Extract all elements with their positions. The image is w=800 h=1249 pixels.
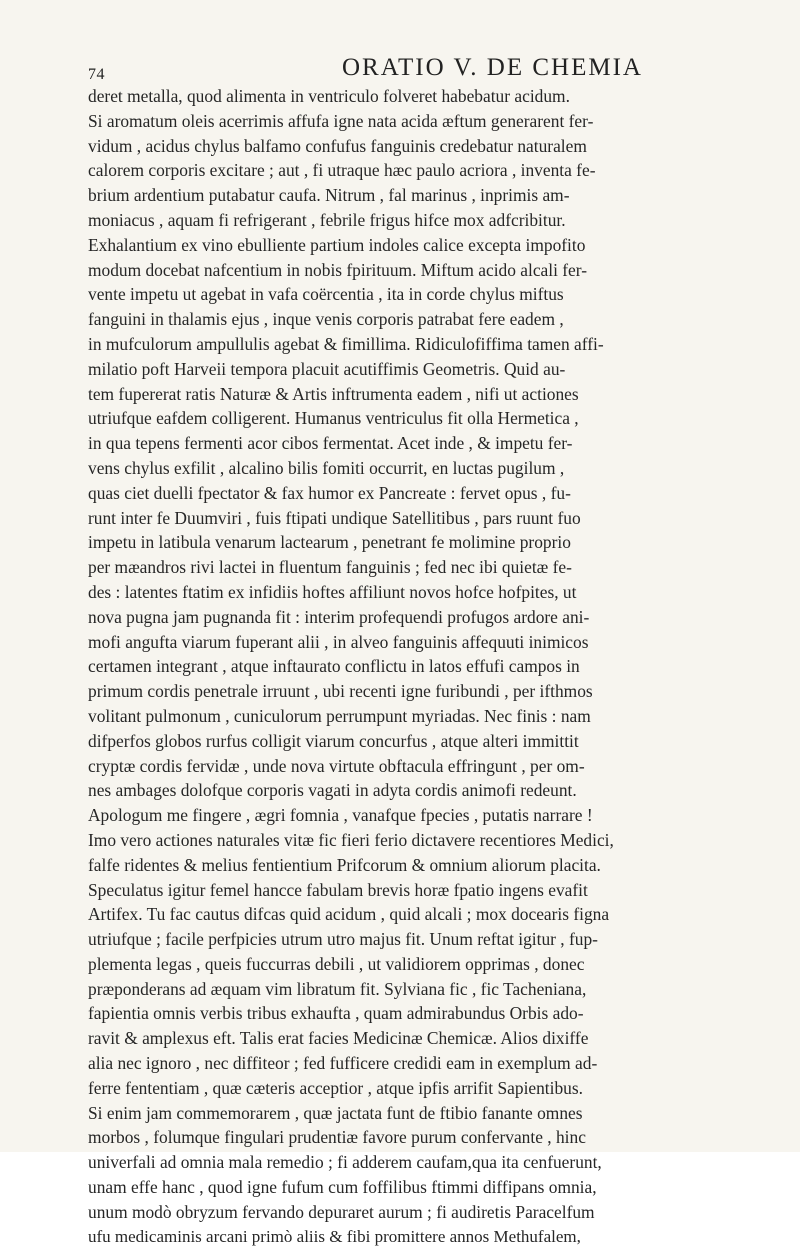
text-line: brium ardentium putabatur caufa. Nitrum , fal marinus , inprimis am- — [88, 185, 570, 206]
text-line: in mufculorum ampullulis agebat & fimillima. Ridiculofiffima tamen affi- — [88, 333, 604, 354]
text-line: deret metalla, quod alimenta in ventriculo folveret habebatur acidum. — [88, 86, 570, 106]
text-line: Si aromatum oleis acerrimis affufa igne nata acida æftum generarent fer- — [88, 110, 594, 131]
text-line: vente impetu ut agebat in vafa coërcentia , ita in corde chylus miftus — [88, 284, 564, 305]
page-number: 74 — [88, 66, 105, 83]
text-line: runt inter fe Duumviri , fuis ftipati undique Satellitibus , pars ruunt fuo — [88, 507, 581, 528]
text-line: moniacus , aquam fi refrigerant , febrile frigus hifce mox adfcribitur. — [88, 209, 566, 230]
text-line: Exhalantium ex vino ebulliente partium indoles calice excepta impofito — [88, 234, 586, 255]
running-title: ORATIO V. DE CHEMIA — [342, 54, 643, 81]
text-line: univerfali ad omnia mala remedio ; fi adderem caufam,qua ita cenfuerunt, — [88, 1152, 602, 1173]
text-line: vens chylus exfilit , alcalino bilis fomiti occurrit, en luctas pugilum , — [88, 457, 565, 478]
text-line: certamen integrant , atque inftaurato conflictu in latos effufi campos in — [88, 656, 580, 677]
text-line: alia nec ignoro , nec diffiteor ; fed fufficere credidi eam in exemplum ad- — [88, 1053, 598, 1074]
text-line: ufu medicaminis arcani primò aliis & fibi promittere annos Methufalem, — [88, 1226, 581, 1246]
text-line: impetu in latibula venarum lactearum , penetrant fe molimine proprio — [88, 532, 571, 553]
text-line: utriufque ; facile perfpicies utrum utro majus fit. Unum reftat igitur , fup- — [88, 929, 598, 950]
text-line: fanguini in thalamis ejus , inque venis corporis patrabat fere eadem , — [88, 309, 564, 330]
text-line: morbos , folumque fingulari prudentiæ favore purum confervante , hinc — [88, 1127, 586, 1148]
text-line: unam effe hanc , quod igne fufum cum foffilibus ftimmi diffipans omnia, — [88, 1177, 597, 1198]
text-line: nova pugna jam pugnanda fit : interim profequendi profugos ardore ani- — [88, 606, 590, 627]
text-line: mofi angufta viarum fuperant alii , in alveo fanguinis affequuti inimicos — [88, 631, 589, 652]
text-line: Si enim jam commemorarem , quæ jactata funt de ftibio fanante omnes — [88, 1102, 583, 1123]
text-line: nes ambages dolofque corporis vagati in adyta cordis animofi redeunt. — [88, 780, 577, 801]
text-line: Artifex. Tu fac cautus difcas quid acidum , quid alcali ; mox docearis figna — [88, 904, 610, 925]
text-line: unum modò obryzum fervando depuraret aurum ; fi audiretis Paracelfum — [88, 1201, 595, 1222]
text-line: cryptæ cordis fervidæ , unde nova virtute obftacula effringunt , per om- — [88, 755, 585, 776]
text-line: Speculatus igitur femel hancce fabulam brevis horæ fpatio ingens evafit — [88, 879, 588, 900]
text-line: modum docebat nafcentium in nobis fpirituum. Miftum acido alcali fer- — [88, 259, 588, 280]
text-line: præponderans ad æquam vim libratum fit. Sylviana fic , fic Tacheniana, — [88, 978, 587, 999]
text-line: Imo vero actiones naturales vitæ fic fieri ferio dictavere recentiores Medici, — [88, 829, 614, 850]
text-line: vidum , acidus chylus balfamo confufus fanguinis credebatur naturalem — [88, 135, 587, 156]
body-text — [88, 84, 764, 1249]
text-line: tem fupererat ratis Naturæ & Artis inftrumenta eadem , nifi ut actiones — [88, 383, 579, 404]
text-line: quas ciet duelli fpectator & fax humor ex Pancreate : fervet opus , fu- — [88, 482, 571, 503]
text-line: Apologum me fingere , ægri fomnia , vanafque fpecies , putatis narrare ! — [88, 805, 593, 826]
text-line: ravit & amplexus eft. Talis erat facies Medicinæ Chemicæ. Alios dixiffe — [88, 1028, 589, 1049]
text-line: ferre fententiam , quæ cæteris acceptior , atque ipfis arrifit Sapientibus. — [88, 1077, 583, 1098]
text-line: utriufque eafdem colligerent. Humanus ventriculus fit olla Hermetica , — [88, 408, 579, 429]
text-line: primum cordis penetrale irruunt , ubi recenti igne furibundi , per ifthmos — [88, 681, 593, 702]
text-line: plementa legas , queis fuccurras debili , ut validiorem opprimas , donec — [88, 953, 585, 974]
text-line: per mæandros rivi lactei in fluentum fanguinis ; fed nec ibi quietæ fe- — [88, 557, 572, 578]
text-line: fapientia omnis verbis tribus exhaufta , quam admirabundus Orbis ado- — [88, 1003, 584, 1024]
text-line: calorem corporis excitare ; aut , fi utraque hæc paulo acriora , inventa fe- — [88, 160, 596, 181]
page-header — [88, 54, 748, 88]
text-line: des : latentes ftatim ex infidiis hoftes affiliunt novos hofce hofpites, ut — [88, 581, 577, 602]
text-line: milatio poft Harveii tempora placuit acutiffimis Geometris. Quid au- — [88, 358, 566, 379]
text-line: difperfos globos rurfus colligit viarum concurfus , atque alteri immittit — [88, 730, 579, 751]
text-line: in qua tepens fermenti acor cibos fermentat. Acet inde , & impetu fer- — [88, 433, 573, 454]
text-line: falfe ridentes & melius fentientium Prifcorum & omnium aliorum placita. — [88, 854, 601, 875]
text-line: volitant pulmonum , cuniculorum perrumpunt myriadas. Nec finis : nam — [88, 705, 591, 726]
